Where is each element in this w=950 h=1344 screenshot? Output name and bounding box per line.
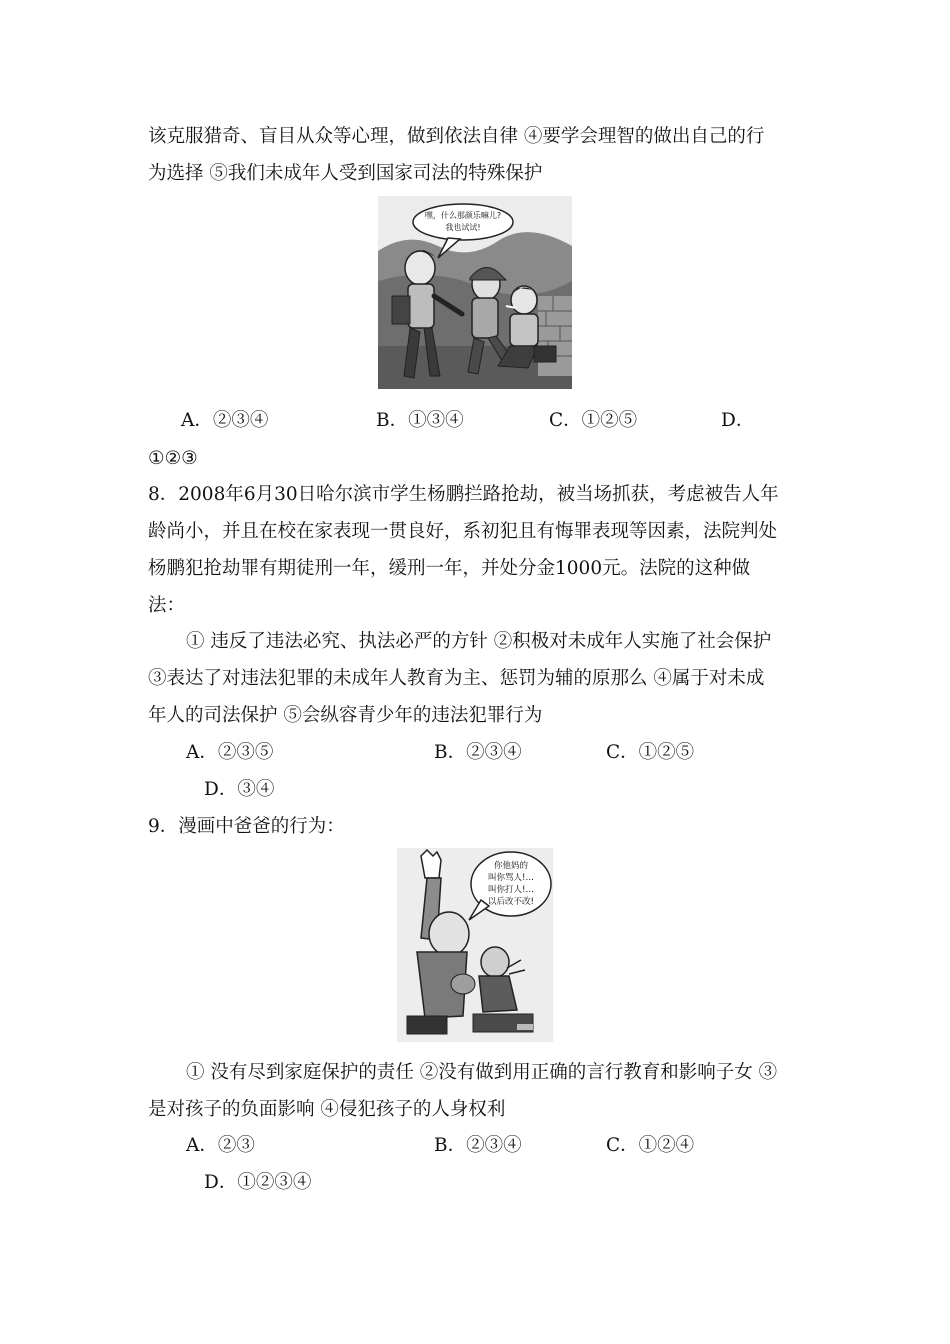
question-8-line: 8．2008年6月30日哈尔滨市学生杨鹏拦路抢劫，被当场抓获，考虑被告人年 xyxy=(148,484,779,505)
option-d: D．③④ xyxy=(204,779,275,800)
bubble-text-4: 以后改不改! xyxy=(488,897,534,907)
cartoon-teens-smoking-drawing xyxy=(378,196,572,389)
option-b: B．②③④ xyxy=(434,1135,522,1156)
cartoon-teens-smoking xyxy=(378,196,572,389)
option-a: A．②③⑤ xyxy=(186,742,274,763)
option-c: C．①②④ xyxy=(606,1135,695,1156)
question-8-line: 年人的司法保护 ⑤会纵容青少年的违法犯罪行为 xyxy=(148,705,543,726)
cartoon-father-hitting-drawing xyxy=(397,848,553,1042)
text-line: 该克服猎奇、盲目从众等心理，做到依法自律 ④要学会理智的做出自己的行 xyxy=(148,126,765,147)
option-c: C．①②⑤ xyxy=(549,410,638,431)
question-8-line: ① 违反了违法必究、执法必严的方针 ②积极对未成年人实施了社会保护 xyxy=(186,631,772,652)
text-line: 为选择 ⑤我们未成年人受到国家司法的特殊保护 xyxy=(148,163,543,184)
question-8-line: 龄尚小，并且在校在家表现一贯良好，系初犯且有悔罪表现等因素，法院判处 xyxy=(148,521,778,542)
bubble-text-2: 叫你骂人!… xyxy=(488,873,534,883)
question-8-line: 法： xyxy=(148,595,186,616)
bubble-text-1: 你他妈的 xyxy=(493,861,529,871)
option-b: B．②③④ xyxy=(434,742,522,763)
bubble-text-3: 叫你打人!… xyxy=(488,885,534,895)
bubble-text-1: 嘿，什么那颜乐嘛儿? xyxy=(424,211,502,220)
option-c: C．①②⑤ xyxy=(606,742,695,763)
bubble-text-2: 我也试试! xyxy=(445,223,481,232)
question-8-line: 杨鹏犯抢劫罪有期徒刑一年，缓刑一年，并处分金1000元。法院的这种做 xyxy=(148,558,751,579)
question-8-line: ③表达了对违法犯罪的未成年人教育为主、惩罚为辅的原那么 ④属于对未成 xyxy=(148,668,765,689)
question-9-line: 是对孩子的负面影响 ④侵犯孩子的人身权利 xyxy=(148,1099,506,1120)
option-a: A．②③④ xyxy=(181,410,269,431)
question-9-line: ① 没有尽到家庭保护的责任 ②没有做到用正确的言行教育和影响子女 ③ xyxy=(186,1062,778,1083)
question-9-line: 9．漫画中爸爸的行为： xyxy=(148,816,345,837)
option-d: D．①②③④ xyxy=(204,1172,312,1193)
cartoon-father-hitting xyxy=(397,848,553,1042)
option-a: A．②③ xyxy=(186,1135,255,1156)
option-d: D． xyxy=(721,410,755,431)
option-d-continued: ①②③ xyxy=(148,448,198,469)
option-b: B．①③④ xyxy=(376,410,464,431)
